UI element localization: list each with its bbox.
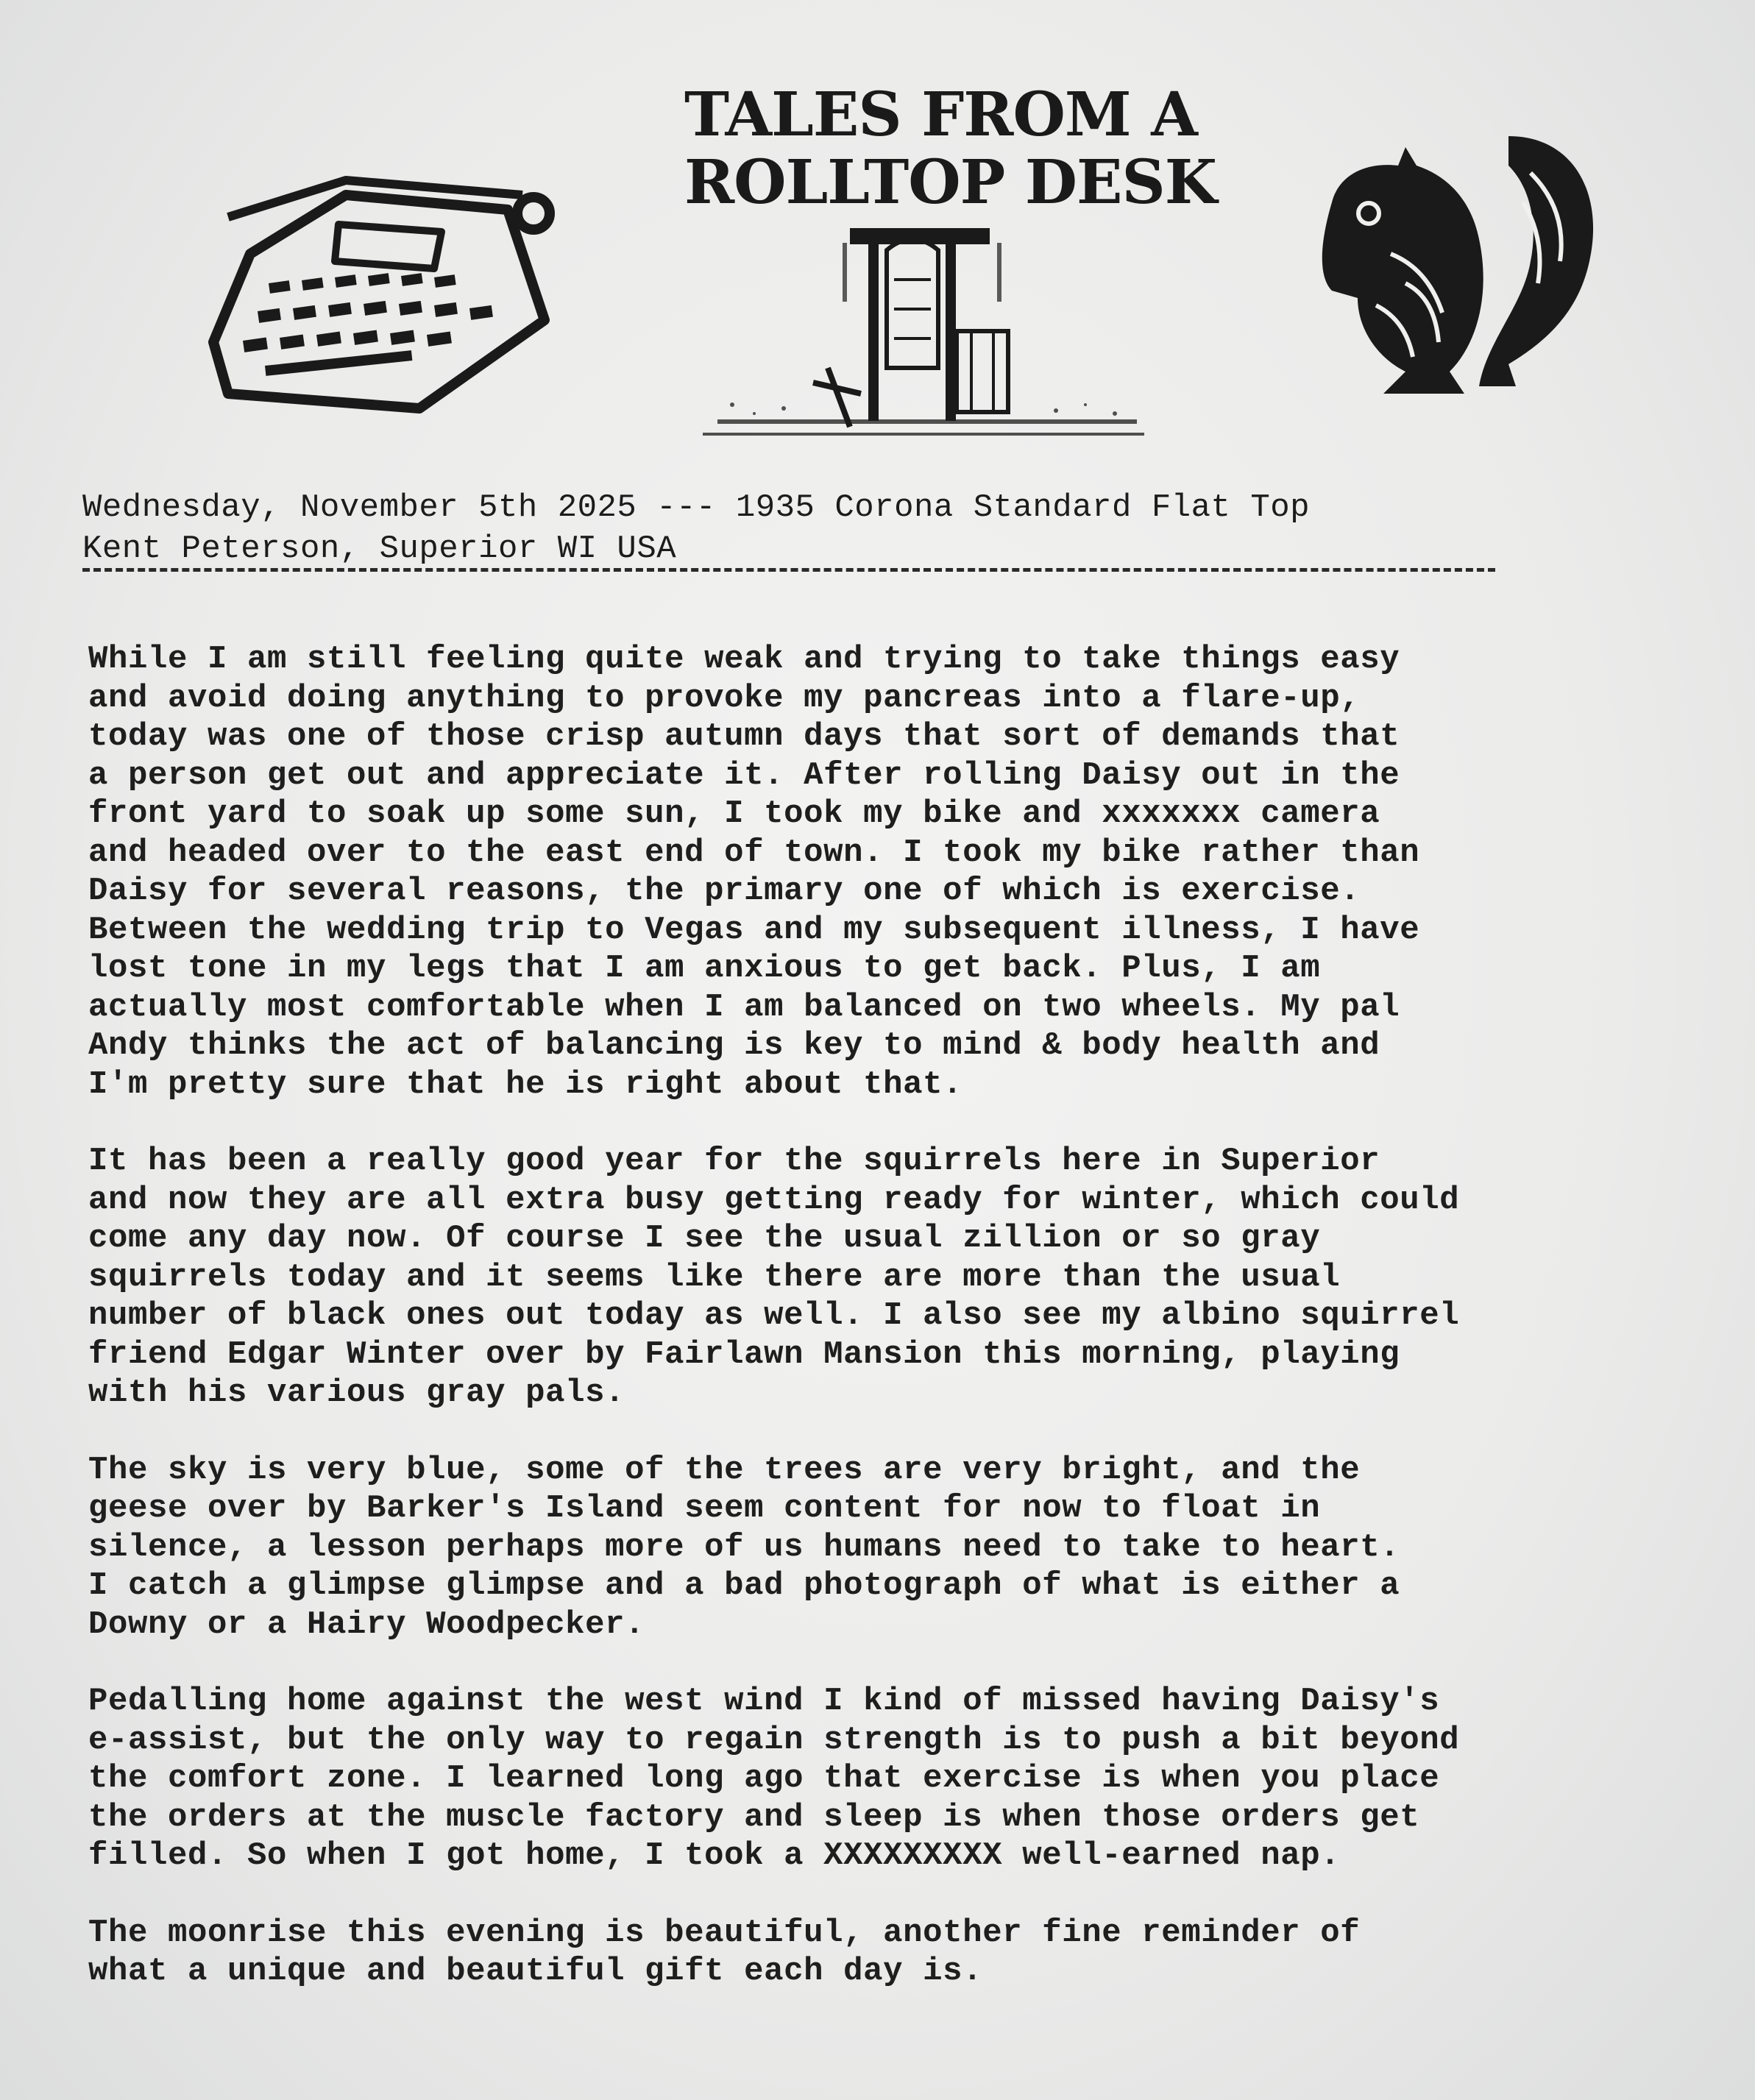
typewriter-icon xyxy=(199,173,574,423)
text-line: I'm pretty sure that he is right about that. xyxy=(88,1065,963,1103)
text-line: and now they are all extra busy getting ready for winter, which could xyxy=(88,1181,1460,1219)
text-line: lost tone in my legs that I am anxious to get back. Plus, I am xyxy=(88,950,1321,987)
text-line: front yard to soak up some sun, I took my bike and xxxxxxx camera xyxy=(88,795,1380,832)
text-line: and avoid doing anything to provoke my pancreas into a flare-up, xyxy=(88,679,1361,717)
date-typewriter-line: Wednesday, November 5th 2025 --- 1935 Corona Standard Flat Top xyxy=(82,489,1311,526)
text-line: Andy thinks the act of balancing is key to mind & body health and xyxy=(88,1027,1380,1064)
text-line: geese over by Barker's Island seem content for now to float in xyxy=(88,1490,1321,1527)
rolltop-desk-icon xyxy=(703,221,1152,449)
dashed-divider xyxy=(82,568,1495,572)
text-line: the comfort zone. I learned long ago that exercise is when you place xyxy=(88,1760,1440,1797)
text-line: friend Edgar Winter over by Fairlawn Mansion this morning, playing xyxy=(88,1335,1400,1373)
letter-body xyxy=(88,640,1692,2029)
text-line: with his various gray pals. xyxy=(88,1374,625,1411)
text-line: actually most comfortable when I am balanced on two wheels. My pal xyxy=(88,988,1400,1026)
text-line: come any day now. Of course I see the usual zillion or so gray xyxy=(88,1220,1321,1257)
text-line: It has been a really good year for the squirrels here in Superior xyxy=(88,1143,1380,1180)
text-line: silence, a lesson perhaps more of us humans need to take to heart. xyxy=(88,1528,1400,1566)
paragraph-5 xyxy=(88,1914,1692,1991)
text-line: squirrels today and it seems like there are more than the usual xyxy=(88,1258,1341,1296)
text-line: While I am still feeling quite weak and trying to take things easy xyxy=(88,641,1400,678)
text-line: The moonrise this evening is beautiful, another fine reminder of xyxy=(88,1914,1361,1951)
text-line: and headed over to the east end of town. I took my bike rather than xyxy=(88,834,1420,871)
masthead-title-line-2: ROLLTOP DESK xyxy=(684,147,1216,218)
squirrel-icon xyxy=(1288,121,1612,430)
paragraph-4 xyxy=(88,1682,1692,1876)
masthead-title-line-1: TALES FROM A xyxy=(684,79,1197,150)
masthead-title xyxy=(684,79,1216,218)
text-line: a person get out and appreciate it. After rolling Daisy out in the xyxy=(88,756,1400,794)
text-line: The sky is very blue, some of the trees are very bright, and the xyxy=(88,1451,1361,1489)
text-line: Daisy for several reasons, the primary one of which is exercise. xyxy=(88,873,1361,909)
text-line: filled. So when I got home, I took a XXXXXXXXX well-earned nap. xyxy=(88,1837,1341,1874)
paragraph-2 xyxy=(88,1142,1692,1413)
text-line: today was one of those crisp autumn days that sort of demands that xyxy=(88,718,1400,755)
text-line: Between the wedding trip to Vegas and my subsequent illness, I have xyxy=(88,911,1420,948)
text-line: number of black ones out today as well. I also see my albino squirrel xyxy=(88,1297,1460,1334)
text-line: e-assist, but the only way to regain strength is to push a bit beyond xyxy=(88,1721,1460,1759)
text-line: Downy or a Hairy Woodpecker. xyxy=(88,1606,645,1643)
paragraph-1 xyxy=(88,640,1692,1104)
text-line: Pedalling home against the west wind I kind of missed having Daisy's xyxy=(88,1683,1440,1720)
author-location-line: Kent Peterson, Superior WI USA xyxy=(82,531,677,567)
paragraph-3 xyxy=(88,1451,1692,1645)
text-line: I catch a glimpse glimpse and a bad photograph of what is either a xyxy=(88,1567,1400,1604)
text-line: the orders at the muscle factory and sleep is when those orders get xyxy=(88,1798,1420,1836)
text-line: what a unique and beautiful gift each day is. xyxy=(88,1953,983,1990)
